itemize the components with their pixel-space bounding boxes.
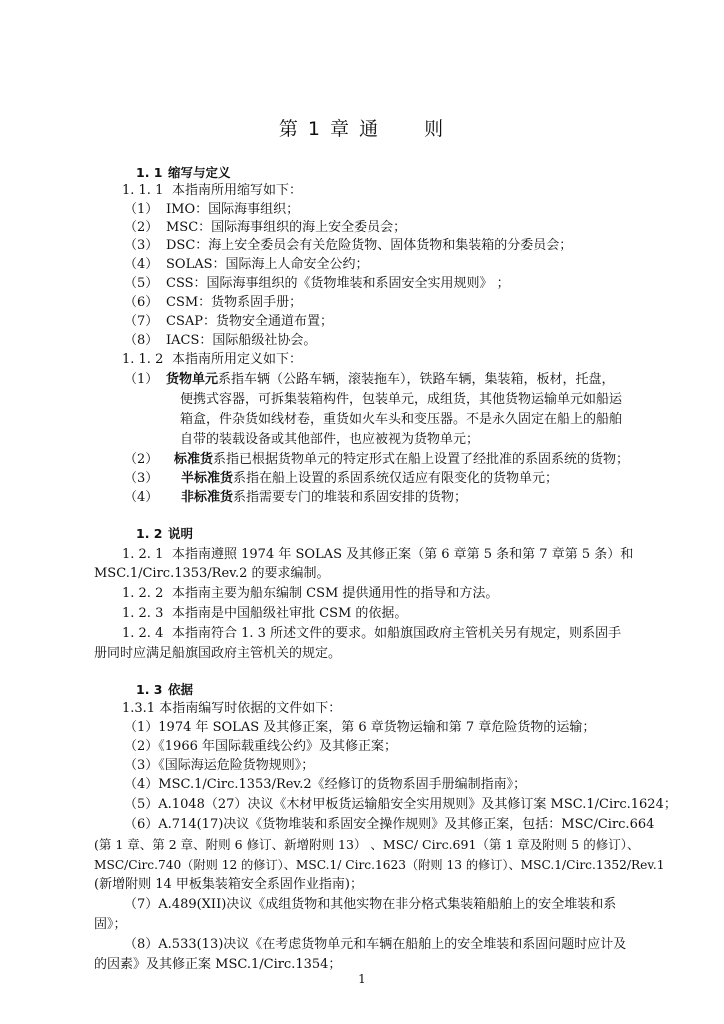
section-title: 说明	[168, 526, 194, 541]
definition-item	[124, 470, 558, 488]
item-number: （3）	[124, 238, 159, 253]
item-number: （3）	[124, 471, 159, 486]
item-text: CSAP：货物安全通道布置；	[166, 314, 333, 329]
abbr-item	[124, 332, 316, 350]
clause-text: 本指南符合 1. 3 所述文件的要求。如船旗国政府主管机关另有规定，则系固手	[172, 626, 622, 641]
clause-number: 1. 2. 4	[122, 626, 164, 641]
reference-item: （8）A.533(13)决议《在考虑货物单元和车辆在船舶上的安全堆装和系固问题时应计及	[124, 937, 627, 952]
clause-number: 1. 2. 2	[122, 586, 164, 601]
section-title: 缩写与定义	[168, 165, 231, 180]
abbr-item	[124, 201, 299, 219]
clause-text: 本指南遵照 1974 年 SOLAS 及其修正案（第 6 章第 5 条和第 7 章第 5 条）和	[172, 547, 634, 562]
item-number: （1）	[124, 202, 159, 217]
item-number: （4）	[124, 490, 159, 505]
clause-1-2-1	[122, 546, 633, 564]
item-number: （1）	[124, 372, 159, 387]
item-text: DSC：海上安全委员会有关危险货物、固体货物和集装箱的分委员会；	[166, 238, 573, 253]
clause-number: 1. 2. 3	[122, 606, 164, 621]
defined-term: 半标准货	[181, 471, 234, 486]
item-text: CSS：国际海事组织的《货物堆装和系固安全实用规则》 ；	[166, 276, 510, 291]
section-heading-1-3	[136, 681, 193, 699]
item-number: （2）	[124, 220, 159, 235]
chapter-title-text: 第 1 章 通	[278, 118, 381, 140]
definition-continuation: 便携式容器，可拆集装箱构件，包装单元，成组货，其他货物运输单元如船运	[180, 392, 623, 407]
clause-text: 本指南所用定义如下：	[172, 352, 303, 367]
clause-text: 本指南主要为船东编制 CSM 提供通用性的指导和方法。	[172, 586, 499, 601]
reference-item: （1）1974 年 SOLAS 及其修正案，第 6 章货物运输和第 7 章危险货物的运输；	[124, 720, 596, 735]
defined-term: 货物单元	[166, 372, 219, 387]
section-heading-1-1	[136, 164, 231, 182]
item-text: 系指需要专门的堆装和系固安排的货物；	[233, 490, 468, 505]
clause-number: 1. 1. 1	[122, 183, 164, 198]
reference-item: （3）《国际海运危险货物规则》；	[124, 758, 315, 773]
reference-item: （4）MSC.1/Circ.1353/Rev.2《经修订的货物系固手册编制指南》；	[124, 777, 527, 792]
item-number: （6）	[124, 295, 159, 310]
definition-item	[124, 489, 467, 507]
abbr-item	[124, 219, 406, 237]
chapter-title	[0, 114, 724, 141]
clause-1-2-4	[122, 625, 621, 643]
abbr-item	[124, 294, 302, 312]
item-number: （4）	[124, 257, 159, 272]
definition-item	[124, 451, 629, 469]
abbr-item	[124, 313, 333, 331]
clause-1-1-2	[122, 351, 302, 369]
defined-term: 非标准货	[181, 490, 234, 505]
reference-continuation: 的因素》及其修正案 MSC.1/Circ.1354；	[94, 957, 342, 972]
item-text: IMO：国际海事组织；	[166, 202, 300, 217]
item-text: IACS：国际船级社协会。	[166, 333, 317, 348]
clause-number: 1. 2. 1	[122, 547, 164, 562]
definition-continuation: 箱盒，件杂货如线材卷，重货如火车头和变压器。不是永久固定在船上的船舶	[180, 412, 623, 427]
section-title: 依据	[168, 682, 194, 697]
item-text: MSC：国际海事组织的海上安全委员会；	[166, 220, 407, 235]
clause-text: 本指南是中国船级社审批 CSM 的依据。	[172, 606, 408, 621]
section-number: 1. 3	[136, 682, 163, 697]
clause-1-3-1: 1.3.1 本指南编写时依据的文件如下：	[122, 701, 342, 716]
section-number: 1. 1	[136, 165, 163, 180]
reference-item: （6）A.714(17)决议《货物堆装和系固安全操作规则》及其修正案，包括：MSC/Circ.664	[124, 817, 655, 832]
reference-continuation: MSC/Circ.740（附则 12 的修订）、MSC.1/ Circ.1623（附则 13 的修订）、MSC.1/Circ.1352/Rev.1	[94, 858, 665, 872]
item-number: （2）	[124, 452, 159, 467]
clause-1-1-1	[122, 182, 302, 200]
reference-continuation: 固》；	[94, 917, 127, 932]
item-number: （5）	[124, 276, 159, 291]
section-number: 1. 2	[136, 526, 163, 541]
item-text: 系指已根据货物单元的特定形式在船上设置了经批准的系固系统的货物；	[213, 452, 630, 467]
clause-continuation: MSC.1/Circ.1353/Rev.2 的要求编制。	[94, 566, 330, 581]
reference-continuation: (新增附则 14 甲板集装箱安全系固作业指南)；	[94, 877, 363, 892]
item-text: SOLAS：国际海上人命安全公约；	[166, 257, 369, 272]
abbr-item	[124, 256, 369, 274]
clause-number: 1. 1. 2	[122, 352, 164, 367]
reference-item: （5）A.1048（27）决议《木材甲板货运输船安全实用规则》及其修订案 MSC.1/Circ.1624；	[124, 797, 677, 812]
clause-text: 本指南所用缩写如下：	[172, 183, 303, 198]
item-number: （7）	[124, 314, 159, 329]
clause-continuation: 册同时应满足船旗国政府主管机关的规定。	[94, 646, 342, 661]
definition-item	[124, 371, 615, 389]
page-number: 1	[358, 972, 366, 986]
item-text: 系指在船上设置的系固系统仅适应有限变化的货物单元；	[233, 471, 559, 486]
definition-continuation: 自带的装载设备或其他部件，也应被视为货物单元；	[180, 432, 480, 447]
item-text: 系指车辆（公路车辆，滚装拖车），铁路车辆，集装箱，板材，托盘，	[218, 372, 615, 387]
chapter-title-text-end: 则	[424, 118, 446, 140]
abbr-item	[124, 237, 572, 255]
defined-term: 标准货	[174, 452, 214, 467]
clause-1-2-2	[122, 585, 498, 603]
abbr-item	[124, 275, 510, 293]
section-heading-1-2	[136, 525, 193, 543]
clause-1-2-3	[122, 605, 407, 623]
reference-item: （2）《1966 年国际载重线公约》及其修正案；	[124, 739, 397, 754]
reference-continuation: (第 1 章、第 2 章、附则 6 修订、新增附则 13） 、MSC/ Circ.691（第 1 章及附则 5 的修订）、	[94, 837, 640, 852]
reference-item: （7）A.489(XII)决议《成组货物和其他实物在非分格式集装箱船舶上的安全堆装和系	[124, 897, 617, 912]
item-text: CSM：货物系固手册；	[166, 295, 303, 310]
item-number: （8）	[124, 333, 159, 348]
